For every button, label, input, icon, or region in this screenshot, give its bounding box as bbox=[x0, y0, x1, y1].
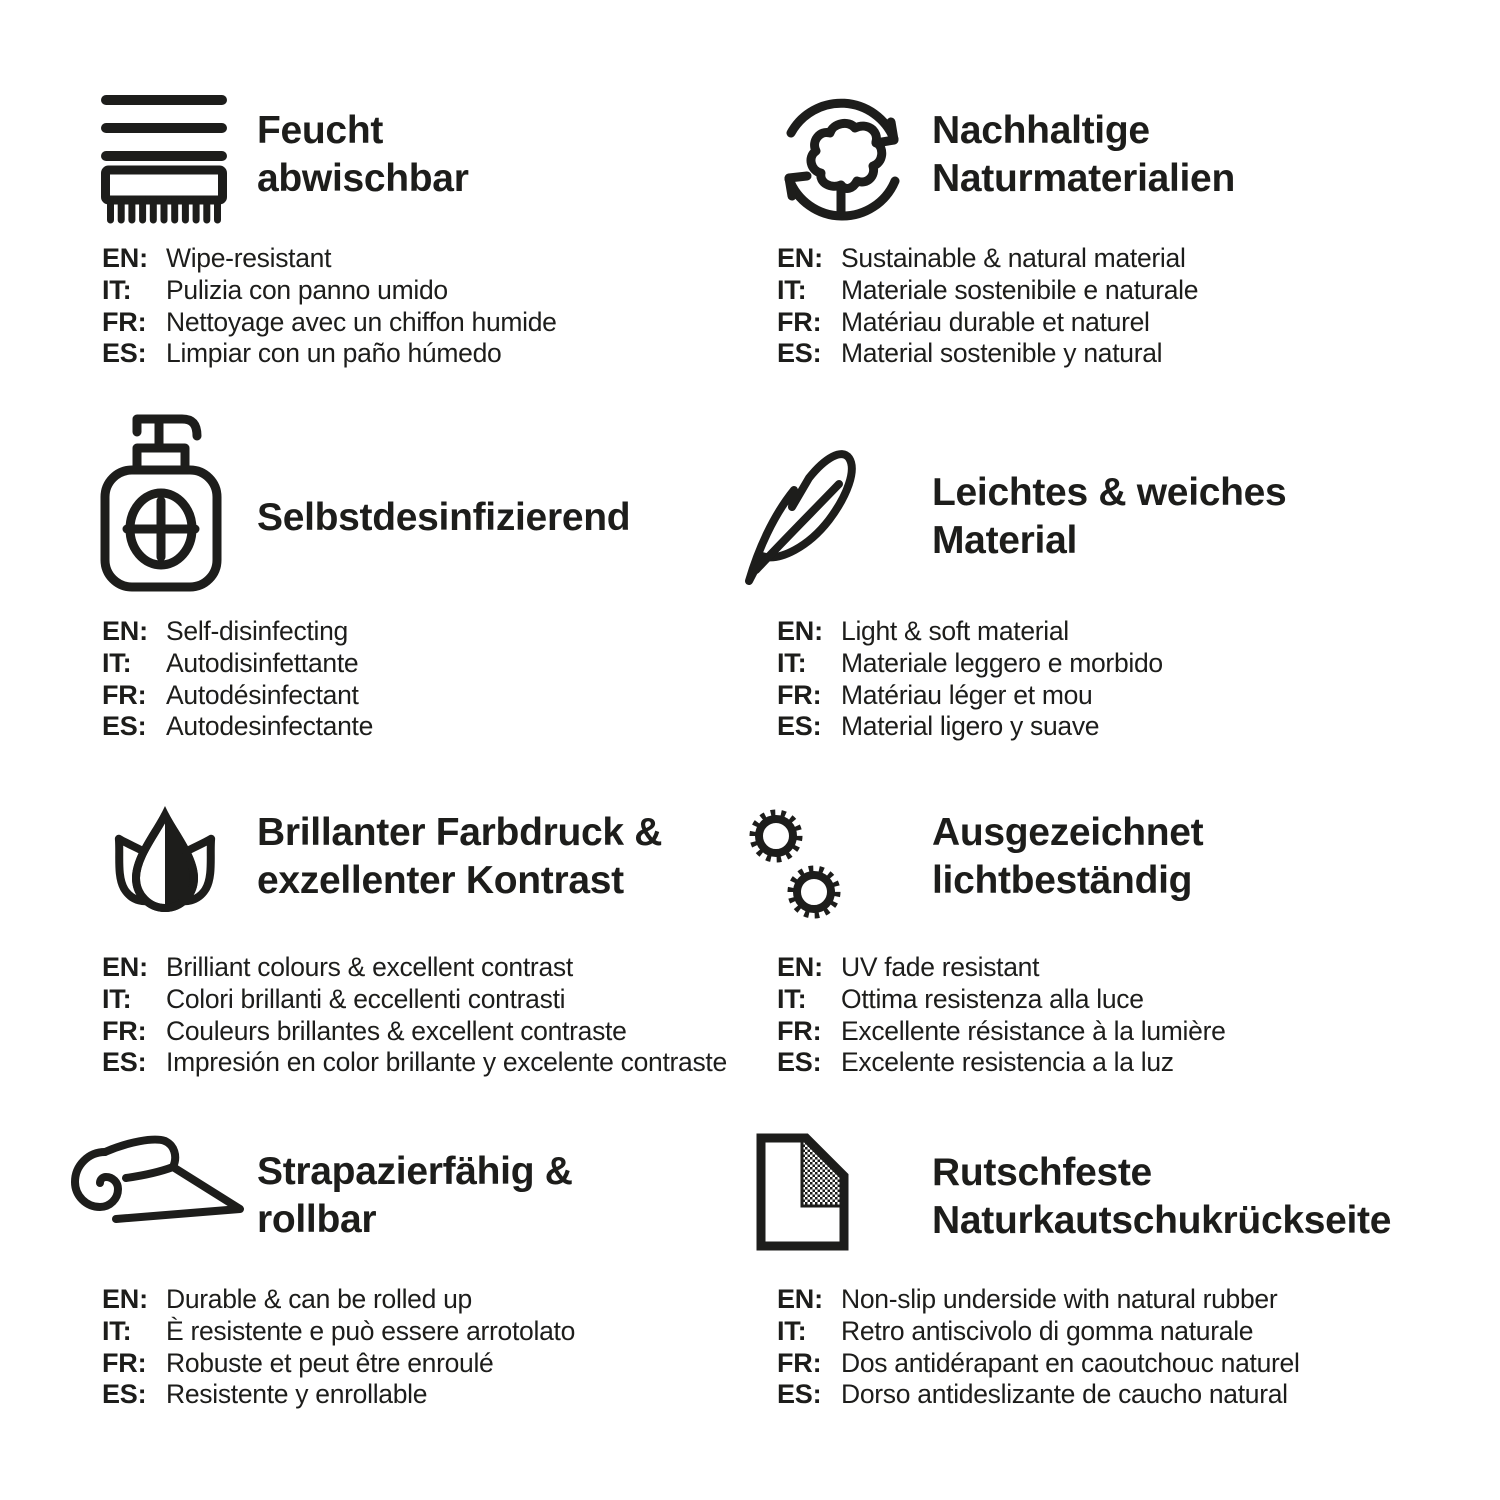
translation-row bbox=[777, 1047, 1226, 1079]
translation-row bbox=[102, 952, 727, 984]
translation-text: Self-disinfecting bbox=[166, 616, 348, 647]
translation-row bbox=[777, 306, 1198, 338]
language-label: ES: bbox=[102, 1047, 147, 1078]
uv-gears-icon bbox=[748, 796, 845, 930]
nonslip-corner-icon bbox=[755, 1132, 850, 1252]
translation-row bbox=[777, 275, 1198, 307]
language-label: ES: bbox=[102, 1379, 147, 1410]
feature-section bbox=[100, 90, 800, 390]
language-label: EN: bbox=[777, 952, 823, 983]
translation-text: Excelente resistencia a la luz bbox=[841, 1047, 1174, 1078]
translation-text: Light & soft material bbox=[841, 616, 1069, 647]
feature-title-line: Feucht bbox=[257, 109, 384, 152]
translation-row bbox=[777, 616, 1163, 648]
translation-row bbox=[777, 1347, 1300, 1379]
language-label: IT: bbox=[102, 648, 132, 679]
language-label: FR: bbox=[102, 1347, 147, 1378]
translation-row bbox=[102, 984, 727, 1016]
translation-row bbox=[777, 679, 1163, 711]
feature-title bbox=[932, 1149, 1391, 1245]
translation-row bbox=[777, 338, 1198, 370]
feature-section bbox=[775, 790, 1475, 1090]
feature-title-line: Leichtes & weiches bbox=[932, 471, 1287, 514]
language-label: FR: bbox=[102, 1015, 147, 1046]
feature-title bbox=[257, 494, 630, 542]
translation-text: Robuste et peut être enroulé bbox=[166, 1347, 494, 1378]
language-label: FR: bbox=[777, 679, 822, 710]
language-label: FR: bbox=[102, 306, 147, 337]
translation-row bbox=[777, 1015, 1226, 1047]
soap-dispenser-icon bbox=[100, 408, 222, 592]
feature-section bbox=[775, 405, 1475, 742]
color-drops-icon bbox=[103, 793, 227, 927]
language-label: ES: bbox=[102, 711, 147, 742]
feature-title-line: Naturmaterialien bbox=[932, 157, 1235, 200]
feature-title-line: exzellenter Kontrast bbox=[257, 859, 624, 902]
language-label: IT: bbox=[777, 984, 807, 1015]
feature-section bbox=[775, 90, 1475, 390]
translation-list bbox=[102, 616, 373, 743]
feather-icon bbox=[742, 430, 857, 588]
language-label: EN: bbox=[777, 1284, 823, 1315]
translation-text: Resistente y enrollable bbox=[166, 1379, 428, 1410]
translation-row bbox=[102, 275, 557, 307]
translation-text: Retro antiscivolo di gomma naturale bbox=[841, 1316, 1254, 1347]
feature-title bbox=[257, 1148, 573, 1244]
rolled-mat-icon bbox=[70, 1133, 245, 1251]
language-label: EN: bbox=[102, 1284, 148, 1315]
language-label: FR: bbox=[777, 1015, 822, 1046]
language-label: FR: bbox=[777, 1347, 822, 1378]
translation-text: Material sostenible y natural bbox=[841, 338, 1163, 369]
translation-text: Limpiar con un paño húmedo bbox=[166, 338, 502, 369]
translation-text: Couleurs brillantes & excellent contraste bbox=[166, 1015, 627, 1046]
translation-text: Non-slip underside with natural rubber bbox=[841, 1284, 1278, 1315]
language-label: IT: bbox=[102, 275, 132, 306]
feature-title-line: Strapazierfähig & bbox=[257, 1150, 573, 1193]
language-label: ES: bbox=[777, 1047, 822, 1078]
translation-text: Pulizia con panno umido bbox=[166, 275, 448, 306]
feature-title-line: Ausgezeichnet bbox=[932, 811, 1204, 854]
feature-title bbox=[932, 469, 1286, 565]
translation-text: Autodésinfectant bbox=[166, 679, 359, 710]
language-label: IT: bbox=[777, 275, 807, 306]
feature-title bbox=[257, 107, 469, 203]
feature-section bbox=[100, 1128, 800, 1428]
translation-row bbox=[777, 1284, 1300, 1316]
recycle-tree-icon bbox=[775, 93, 907, 227]
translation-row bbox=[102, 1347, 575, 1379]
feature-title-line: Selbstdesinfizierend bbox=[257, 496, 631, 539]
feature-title bbox=[932, 809, 1203, 905]
feature-title-line: lichtbeständig bbox=[932, 859, 1193, 902]
translation-row bbox=[777, 1379, 1300, 1411]
translation-row bbox=[102, 1316, 575, 1348]
language-label: IT: bbox=[102, 984, 132, 1015]
language-label: ES: bbox=[102, 338, 147, 369]
language-label: ES: bbox=[777, 711, 822, 742]
translation-text: Dos antidérapant en caoutchouc naturel bbox=[841, 1347, 1300, 1378]
translation-row bbox=[777, 711, 1163, 743]
translation-text: Material ligero y suave bbox=[841, 711, 1100, 742]
translation-list bbox=[777, 952, 1226, 1079]
language-label: EN: bbox=[102, 616, 148, 647]
language-label: EN: bbox=[102, 952, 148, 983]
wipe-brush-icon bbox=[100, 93, 228, 227]
translation-text: Ottima resistenza alla luce bbox=[841, 984, 1144, 1015]
translation-text: Durable & can be rolled up bbox=[166, 1284, 472, 1315]
translation-text: Autodesinfectante bbox=[166, 711, 374, 742]
translation-text: UV fade resistant bbox=[841, 952, 1040, 983]
translation-row bbox=[102, 648, 373, 680]
feature-title-line: Naturkautschukrückseite bbox=[932, 1199, 1392, 1242]
translation-row bbox=[102, 711, 373, 743]
translation-text: Matériau léger et mou bbox=[841, 679, 1093, 710]
translation-row bbox=[777, 243, 1198, 275]
feature-title-line: Nachhaltige bbox=[932, 109, 1150, 152]
translation-text: Colori brillanti & eccellenti contrasti bbox=[166, 984, 566, 1015]
translation-row bbox=[777, 648, 1163, 680]
translation-list bbox=[777, 243, 1198, 370]
language-label: FR: bbox=[777, 306, 822, 337]
translation-row bbox=[777, 984, 1226, 1016]
translation-text: Sustainable & natural material bbox=[841, 243, 1186, 274]
feature-title-line: Brillanter Farbdruck & bbox=[257, 811, 663, 854]
feature-section bbox=[100, 405, 800, 742]
translation-row bbox=[102, 306, 557, 338]
language-label: IT: bbox=[777, 648, 807, 679]
feature-section bbox=[775, 1128, 1475, 1428]
language-label: EN: bbox=[777, 616, 823, 647]
feature-title-line: abwischbar bbox=[257, 157, 469, 200]
translation-row bbox=[777, 952, 1226, 984]
translation-text: Wipe-resistant bbox=[166, 243, 332, 274]
feature-title bbox=[257, 809, 662, 905]
translation-row bbox=[777, 1316, 1300, 1348]
language-label: IT: bbox=[777, 1316, 807, 1347]
feature-section bbox=[100, 790, 800, 1090]
translation-text: Brilliant colours & excellent contrast bbox=[166, 952, 573, 983]
translation-row bbox=[102, 679, 373, 711]
translation-text: Dorso antideslizante de caucho natural bbox=[841, 1379, 1288, 1410]
translation-list bbox=[777, 1284, 1300, 1411]
translation-row bbox=[102, 1047, 727, 1079]
feature-title-line: Rutschfeste bbox=[932, 1151, 1152, 1194]
translation-row bbox=[102, 1284, 575, 1316]
translation-list bbox=[102, 1284, 575, 1411]
feature-title-line: rollbar bbox=[257, 1198, 377, 1241]
translation-row bbox=[102, 1379, 575, 1411]
translation-row bbox=[102, 1015, 727, 1047]
translation-text: Materiale leggero e morbido bbox=[841, 648, 1163, 679]
translation-row bbox=[102, 338, 557, 370]
translation-row bbox=[102, 616, 373, 648]
translation-list bbox=[102, 952, 727, 1079]
translation-text: Matériau durable et naturel bbox=[841, 306, 1150, 337]
feature-title bbox=[932, 107, 1235, 203]
language-label: IT: bbox=[102, 1316, 132, 1347]
language-label: ES: bbox=[777, 1379, 822, 1410]
language-label: ES: bbox=[777, 338, 822, 369]
translation-text: Nettoyage avec un chiffon humide bbox=[166, 306, 557, 337]
language-label: FR: bbox=[102, 679, 147, 710]
translation-text: Impresión en color brillante y excelente contraste bbox=[166, 1047, 727, 1078]
translation-text: Materiale sostenibile e naturale bbox=[841, 275, 1199, 306]
language-label: EN: bbox=[102, 243, 148, 274]
translation-list bbox=[777, 616, 1163, 743]
translation-text: È resistente e può essere arrotolato bbox=[166, 1316, 576, 1347]
language-label: EN: bbox=[777, 243, 823, 274]
translation-row bbox=[102, 243, 557, 275]
translation-text: Autodisinfettante bbox=[166, 648, 359, 679]
feature-title-line: Material bbox=[932, 519, 1077, 562]
translation-text: Excellente résistance à la lumière bbox=[841, 1015, 1226, 1046]
translation-list bbox=[102, 243, 557, 370]
